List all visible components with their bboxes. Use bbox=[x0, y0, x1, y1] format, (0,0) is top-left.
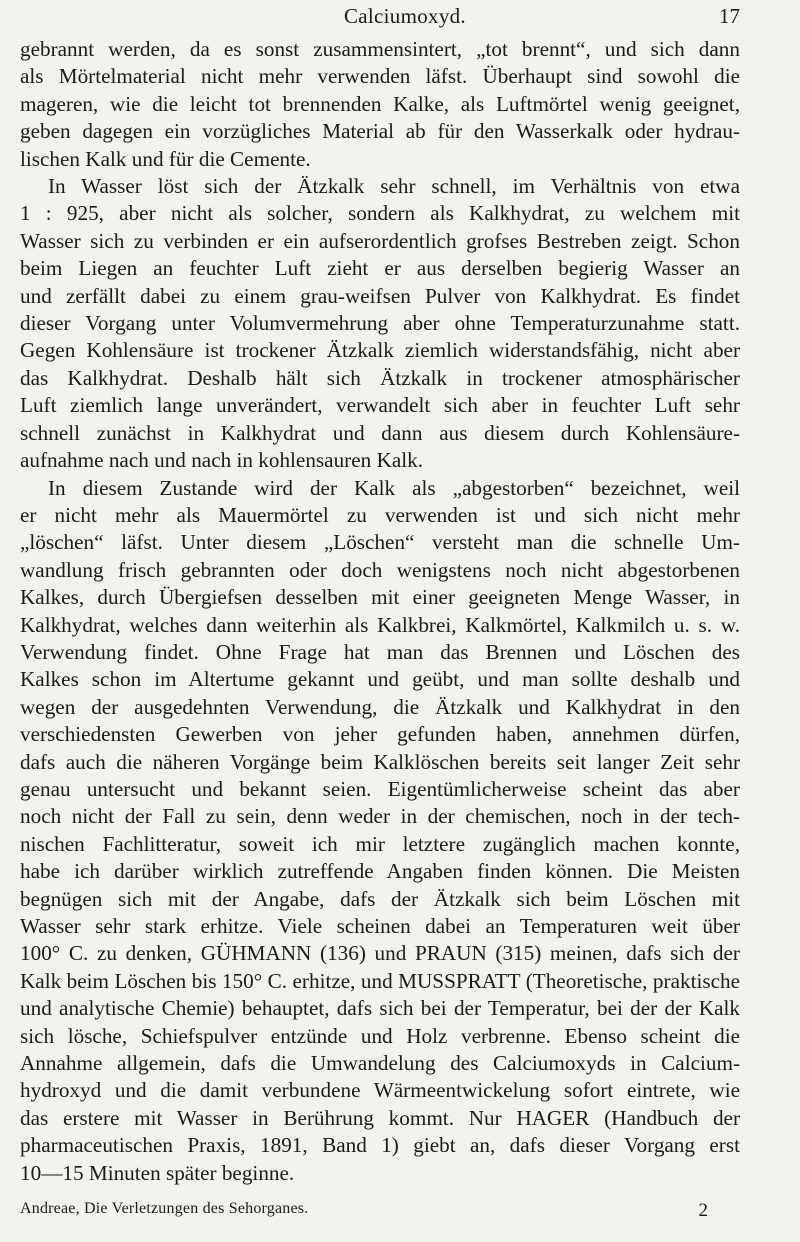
text-line: Wasser sich zu verbinden er ein aufserordentlich grofses Bestreben zeigt. Schon bbox=[20, 228, 740, 253]
paragraph-1 bbox=[20, 36, 740, 173]
text-line: das erstere mit Wasser in Berührung kommt. Nur HAGER (Handbuch der bbox=[20, 1105, 740, 1130]
text-line: verschiedensten Gewerben von jeher gefunden haben, annehmen dürfen, bbox=[20, 722, 740, 747]
text-line: wandlung frisch gebrannten oder doch wenigstens noch nicht abgestorbenen bbox=[20, 557, 740, 582]
paragraph-2 bbox=[20, 173, 740, 474]
text-line: Kalkhydrat, welches dann weiterhin als Kalkbrei, Kalkmörtel, Kalkmilch u. s. w. bbox=[20, 612, 740, 637]
text-line: noch nicht der Fall zu sein, denn weder in der chemischen, noch in der tech- bbox=[20, 804, 740, 829]
text-line: Kalk beim Löschen bis 150° C. erhitze, und MUSSPRATT (Theoretische, praktische bbox=[20, 968, 740, 993]
page-number: 17 bbox=[719, 4, 740, 28]
text-line: pharmaceutischen Praxis, 1891, Band 1) giebt an, dafs dieser Vorgang erst bbox=[20, 1133, 740, 1158]
text-line: dieser Vorgang unter Volumvermehrung aber ohne Temperaturzunahme statt. bbox=[20, 311, 740, 336]
text-line: schnell zunächst in Kalkhydrat und dann aus diesem durch Kohlensäure- bbox=[20, 420, 740, 445]
text-line: In Wasser löst sich der Ätzkalk sehr schnell, im Verhältnis von etwa bbox=[48, 174, 740, 199]
text-line: mageren, wie die leicht tot brennenden Kalke, als Luftmörtel wenig geeignet, bbox=[20, 91, 740, 116]
text-line: Gegen Kohlensäure ist trockener Ätzkalk ziemlich widerstandsfähig, nicht aber bbox=[20, 338, 740, 363]
text-line: er nicht mehr als Mauermörtel zu verwenden ist und sich nicht mehr bbox=[20, 502, 740, 527]
text-line: Wasser sehr stark erhitze. Viele scheinen dabei an Temperaturen weit über bbox=[20, 914, 740, 938]
text-line: als Mörtelmaterial nicht mehr verwenden läfst. Überhaupt sind sowohl die bbox=[20, 64, 740, 89]
text-line: lischen Kalk und für die Cemente. bbox=[20, 146, 311, 171]
text-line: dafs auch die näheren Vorgänge beim Kalklöschen bereits seit langer Zeit sehr bbox=[20, 749, 740, 774]
text-line: Annahme allgemein, dafs die Umwandelung des Calciumoxyds in Calcium- bbox=[20, 1051, 740, 1076]
text-line: genau untersucht und bekannt seien. Eigentümlicherweise scheint das aber bbox=[20, 776, 740, 801]
text-line: wegen der ausgedehnten Verwendung, die Ätzkalk und Kalkhydrat in den bbox=[20, 694, 740, 719]
text-line: 1 : 925, aber nicht als solcher, sondern als Kalkhydrat, zu welchem mit bbox=[20, 201, 740, 226]
text-line: das Kalkhydrat. Deshalb hält sich Ätzkalk in trockener atmosphärischer bbox=[20, 365, 740, 390]
text-line: habe ich darüber wirklich zutreffende Angaben finden können. Die Meisten bbox=[20, 859, 740, 884]
text-line: aufnahme nach und nach in kohlensauren Kalk. bbox=[20, 448, 424, 473]
running-title: Calciumoxyd. bbox=[343, 4, 466, 28]
text-line: beim Liegen an feuchter Luft zieht er aus derselben begierig Wasser an bbox=[20, 256, 740, 281]
text-line: und analytische Chemie) behauptet, dafs sich bei der Temperatur, bei der der Kalk bbox=[20, 996, 740, 1021]
text-line: gebrannt werden, da es sonst zusammensintert, „tot brennt“, und sich dann bbox=[20, 37, 740, 61]
text-line: „löschen“ läfst. Unter diesem „Löschen“ versteht man die schnelle Um- bbox=[20, 530, 740, 555]
text-line: hydroxyd und die damit verbundene Wärmeentwickelung sofort eintrete, wie bbox=[20, 1078, 740, 1103]
footer-citation: Andreae, Die Verletzungen des Sehorganes. bbox=[20, 1200, 309, 1217]
text-line: Kalkes schon im Altertume gekannt und geübt, und man sollte deshalb und bbox=[20, 667, 740, 692]
text-line: In diesem Zustande wird der Kalk als „abgestorben“ bezeichnet, weil bbox=[48, 475, 740, 500]
page-footer bbox=[20, 1200, 740, 1224]
text-line: 100° C. zu denken, GÜHMANN (136) und PRAUN (315) meinen, dafs sich der bbox=[20, 941, 740, 966]
text-line: Verwendung findet. Ohne Frage hat man das Brennen und Löschen des bbox=[20, 639, 740, 664]
body-text bbox=[20, 36, 740, 1187]
text-line: Kalkes, durch Übergiefsen desselben mit einer geeigneten Menge Wasser, in bbox=[20, 585, 740, 610]
text-line: geben dagegen ein vorzügliches Material ab für den Wasserkalk oder hydrau- bbox=[20, 119, 740, 144]
text-line: Luft ziemlich lange unverändert, verwandelt sich aber in feuchter Luft sehr bbox=[20, 393, 740, 418]
page bbox=[20, 0, 780, 1242]
page-header bbox=[20, 4, 740, 34]
signature-mark: 2 bbox=[698, 1200, 708, 1221]
text-line: und zerfällt dabei zu einem grau-weifsen Pulver von Kalkhydrat. Es findet bbox=[20, 283, 740, 308]
text-line: 10—15 Minuten später beginne. bbox=[20, 1160, 295, 1185]
text-line: sich lösche, Schiefspulver entzünde und Holz verbrenne. Ebenso scheint die bbox=[20, 1023, 740, 1048]
paragraph-3 bbox=[20, 475, 740, 1188]
text-line: nischen Fachlitteratur, soweit ich mir letztere zugänglich machen konnte, bbox=[20, 831, 740, 856]
text-line: begnügen sich mit der Angabe, dafs der Ätzkalk sich beim Löschen mit bbox=[20, 886, 740, 911]
